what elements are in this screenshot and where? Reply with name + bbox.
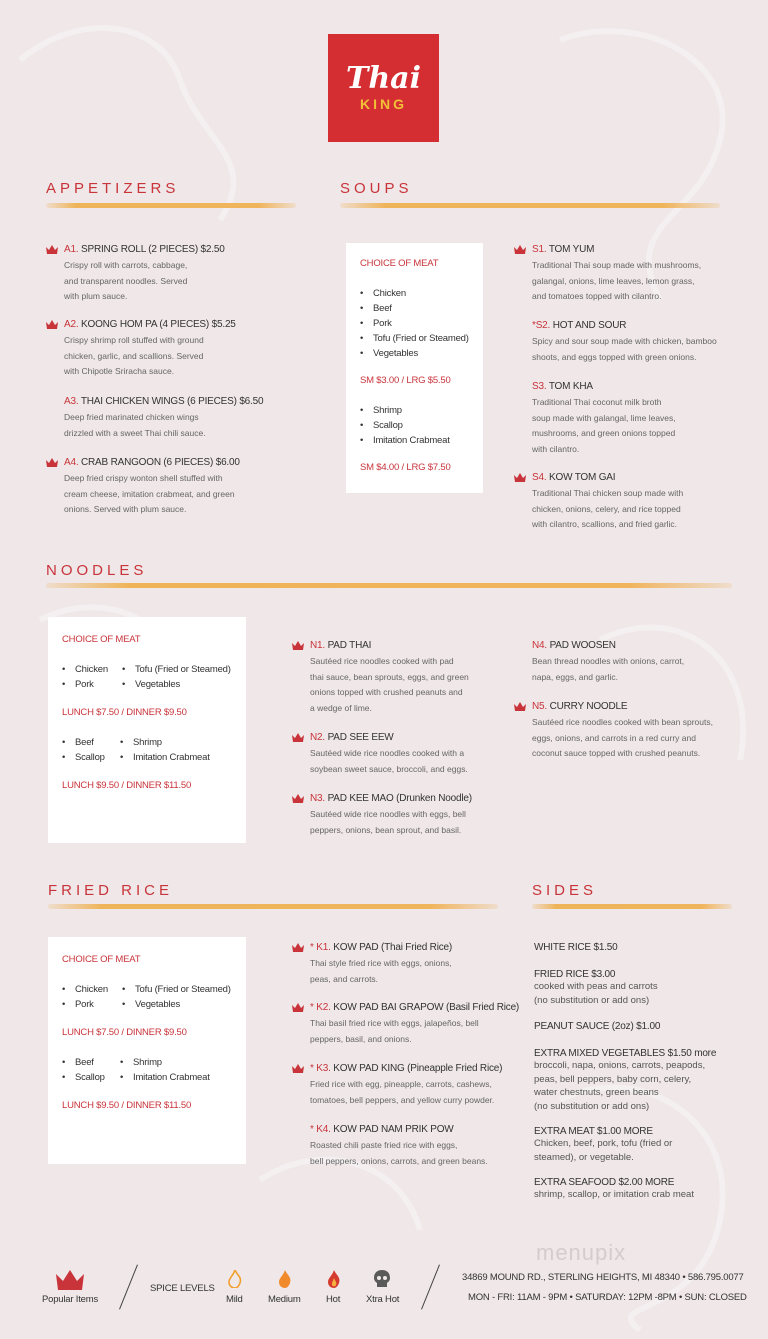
crown-icon <box>292 733 304 742</box>
appetizer-desc: Deep fried crispy wonton shell stuffed with cream cheese, imitation crabmeat, and green onions. Served with plum sauce. <box>64 473 235 514</box>
appetizer-title: A1. SPRING ROLL (2 PIECES) $2.50 <box>64 244 225 255</box>
soup-desc: Traditional Thai coconut milk broth soup made with galangal, lime leaves, mushrooms, and green onions topped with cilantro. <box>532 397 676 454</box>
side-item: WHITE RICE $1.50 <box>534 942 618 953</box>
fried-rice-item <box>310 942 520 987</box>
appetizers-title: APPETIZERS <box>46 180 180 197</box>
fried-rice-meat-card <box>48 937 246 1164</box>
side-item: PEANUT SAUCE (2oz) $1.00 <box>534 1021 661 1032</box>
fried-rice-item-desc: Roasted chili paste fried rice with eggs, bell peppers, onions, carrots, and green beans. <box>310 1140 488 1166</box>
appetizer-title: A4. CRAB RANGOON (6 PIECES) $6.00 <box>64 457 240 468</box>
spice-level-xtra-hot: Xtra Hot <box>366 1294 400 1305</box>
spice-levels-label: SPICE LEVELS <box>150 1283 215 1294</box>
noodle-title: N5. CURRY NOODLE <box>532 701 628 712</box>
noodles-title: NOODLES <box>46 562 148 579</box>
noodle-item <box>310 732 510 777</box>
noodle-title: N1. PAD THAI <box>310 640 372 651</box>
soups-price-1: SM $3.00 / LRG $5.50 <box>360 375 451 386</box>
appetizer-item <box>64 244 284 305</box>
noodle-title: N4. PAD WOOSEN <box>532 640 616 651</box>
sides-list <box>534 942 734 1202</box>
fried-rice-item-desc: Fried rice with egg, pineapple, carrots, cashews, tomatoes, bell peppers, and yellow curry powder. <box>310 1079 495 1105</box>
soups-meat-list-2: • Shrimp • Scallop • Imitation Crabmeat <box>360 403 450 448</box>
appetizers-divider <box>46 203 296 208</box>
soup-item <box>532 472 732 533</box>
soup-desc: Traditional Thai chicken soup made with chicken, onions, celery, and rice topped with cilantro, scallions, and fried garlic. <box>532 488 684 529</box>
fried-rice-meat-col-b1: • Tofu (Fried or Steamed) • Vegetables <box>122 982 231 1012</box>
brand-logo-line2: KING <box>360 96 407 112</box>
restaurant-address: 34869 MOUND RD., STERLING HEIGHTS, MI 48340 • 586.795.0077 <box>462 1272 744 1283</box>
fried-rice-item-desc: Thai style fried rice with eggs, onions, peas, and carrots. <box>310 958 452 984</box>
appetizer-title: A2. KOONG HOM PA (4 PIECES) $5.25 <box>64 319 236 330</box>
soup-desc: Spicy and sour soup made with chicken, bamboo shoots, and eggs topped with green onions. <box>532 336 717 362</box>
soup-title: S3. TOM KHA <box>532 381 593 392</box>
appetizer-desc: Crispy shrimp roll stuffed with ground chicken, garlic, and scallions. Served with Chipotle Sriracha sauce. <box>64 335 204 376</box>
noodle-desc: Sautéed rice noodles cooked with bean sprouts, eggs, onions, and carrots in a red curry and coconut sauce topped with crushed peanuts. <box>532 717 713 758</box>
soup-desc: Traditional Thai soup made with mushrooms, galangal, onions, lime leaves, lemon grass, and tomatoes topped with cilantro. <box>532 260 702 301</box>
fried-rice-item-title: * K1. KOW PAD (Thai Fried Rice) <box>310 942 453 953</box>
crown-icon <box>292 641 304 650</box>
fried-rice-meat-col-a1: • Chicken • Pork <box>62 982 108 1012</box>
noodle-item <box>532 701 747 762</box>
noodles-meat-col-b1: • Tofu (Fried or Steamed) • Vegetables <box>122 662 231 692</box>
noodle-desc: Bean thread noodles with onions, carrot, napa, eggs, and garlic. <box>532 656 685 682</box>
noodle-item <box>310 793 510 838</box>
side-item: EXTRA MEAT $1.00 MORE Chicken, beef, pork, tofu (fried or steamed), or vegetable. <box>534 1126 673 1163</box>
appetizer-title: A3. THAI CHICKEN WINGS (6 PIECES) $6.50 <box>64 396 264 407</box>
soup-item <box>532 244 732 305</box>
noodle-desc: Sautéed rice noodles cooked with pad thai sauce, bean sprouts, eggs, and green onions topped with crushed peanuts and a wedge of lime. <box>310 656 469 713</box>
crown-icon <box>46 320 58 329</box>
brand-logo-line1: Thai <box>346 61 421 96</box>
fried-rice-divider <box>48 904 498 909</box>
fried-rice-item <box>310 1063 520 1108</box>
appetizer-desc: Deep fried marinated chicken wings drizzled with a sweet Thai chili sauce. <box>64 412 206 438</box>
brand-logo <box>328 34 439 142</box>
soups-meat-card <box>346 243 483 493</box>
side-item: EXTRA SEAFOOD $2.00 MORE shrimp, scallop, or imitation crab meat <box>534 1177 694 1200</box>
noodle-title: N2. PAD SEE EEW <box>310 732 394 743</box>
card-header: CHOICE OF MEAT <box>62 634 141 645</box>
appetizer-item <box>64 396 284 441</box>
soups-price-2: SM $4.00 / LRG $7.50 <box>360 462 451 473</box>
noodle-item <box>532 640 742 685</box>
soup-title: S1. TOM YUM <box>532 244 595 255</box>
noodles-price-1: LUNCH $7.50 / DINNER $9.50 <box>62 707 187 718</box>
appetizer-item <box>64 457 284 518</box>
spice-level-medium: Medium <box>268 1294 301 1305</box>
card-header: CHOICE OF MEAT <box>360 258 439 269</box>
sides-title: SIDES <box>532 882 598 899</box>
soup-title: *S2. HOT AND SOUR <box>532 320 627 331</box>
appetizer-desc: Crispy roll with carrots, cabbage, and transparent noodles. Served with plum sauce. <box>64 260 188 301</box>
spice-level-mild: Mild <box>226 1294 243 1305</box>
crown-icon <box>46 245 58 254</box>
noodles-meat-card <box>48 617 246 843</box>
flame-medium-icon <box>278 1270 292 1288</box>
side-item: EXTRA MIXED VEGETABLES $1.50 more broccoli, napa, onions, carrots, peapods, peas, bell peppers, baby corn, celery, water chestnuts, green beans (no substitution or add ons) <box>534 1048 717 1112</box>
soup-title: S4. KOW TOM GAI <box>532 472 616 483</box>
fried-rice-item-title: * K2. KOW PAD BAI GRAPOW (Basil Fried Rice) <box>310 1002 520 1013</box>
soup-item <box>532 320 732 365</box>
flame-hot-icon <box>327 1270 341 1288</box>
noodles-meat-col-a2: • Beef • Scallop <box>62 735 105 765</box>
sides-divider <box>532 904 732 909</box>
fried-rice-meat-col-b2: • Shrimp • Imitation Crabmeat <box>120 1055 210 1085</box>
restaurant-hours: MON - FRI: 11AM - 9PM • SATURDAY: 12PM -8PM • SUN: CLOSED <box>468 1292 747 1303</box>
noodles-price-2: LUNCH $9.50 / DINNER $11.50 <box>62 780 192 791</box>
fried-rice-price-1: LUNCH $7.50 / DINNER $9.50 <box>62 1027 187 1038</box>
crown-icon <box>292 943 304 952</box>
crown-icon <box>292 1003 304 1012</box>
watermark: menupix <box>536 1240 627 1265</box>
fried-rice-item <box>310 1124 520 1169</box>
crown-icon <box>514 245 526 254</box>
soup-item <box>532 381 732 457</box>
noodle-desc: Sautéed wide rice noodles cooked with a soybean sweet sauce, broccoli, and eggs. <box>310 748 468 774</box>
soups-title: SOUPS <box>340 180 413 197</box>
crown-icon <box>56 1270 84 1290</box>
noodles-divider <box>46 583 732 588</box>
fried-rice-meat-col-a2: • Beef • Scallop <box>62 1055 105 1085</box>
card-header: CHOICE OF MEAT <box>62 954 141 965</box>
fried-rice-price-2: LUNCH $9.50 / DINNER $11.50 <box>62 1100 192 1111</box>
appetizer-item <box>64 319 284 380</box>
noodles-meat-col-a1: • Chicken • Pork <box>62 662 108 692</box>
spice-level-hot: Hot <box>326 1294 341 1305</box>
soups-meat-list-1: • Chicken • Beef • Pork • Tofu (Fried or Steamed) • Vegetables <box>360 286 469 361</box>
crown-icon <box>46 458 58 467</box>
flame-mild-icon <box>228 1270 242 1288</box>
soups-divider <box>340 203 720 208</box>
crown-icon <box>292 794 304 803</box>
skull-icon <box>374 1270 390 1288</box>
crown-icon <box>292 1064 304 1073</box>
fried-rice-item <box>310 1002 520 1047</box>
side-item: FRIED RICE $3.00 cooked with peas and carrots (no substitution or add ons) <box>534 969 658 1006</box>
crown-icon <box>514 473 526 482</box>
noodle-desc: Sautéed wide rice noodles with eggs, bell peppers, onions, bean sprout, and basil. <box>310 809 466 835</box>
fried-rice-item-title: * K4. KOW PAD NAM PRIK POW <box>310 1124 454 1135</box>
noodles-meat-col-b2: • Shrimp • Imitation Crabmeat <box>120 735 210 765</box>
noodle-title: N3. PAD KEE MAO (Drunken Noodle) <box>310 793 472 804</box>
crown-icon <box>514 702 526 711</box>
fried-rice-title: FRIED RICE <box>48 882 174 899</box>
fried-rice-item-desc: Thai basil fried rice with eggs, jalapeños, bell peppers, basil, and onions. <box>310 1018 479 1044</box>
noodle-item <box>310 640 510 716</box>
popular-items-label: Popular Items <box>42 1294 99 1305</box>
fried-rice-item-title: * K3. KOW PAD KING (Pineapple Fried Rice) <box>310 1063 503 1074</box>
